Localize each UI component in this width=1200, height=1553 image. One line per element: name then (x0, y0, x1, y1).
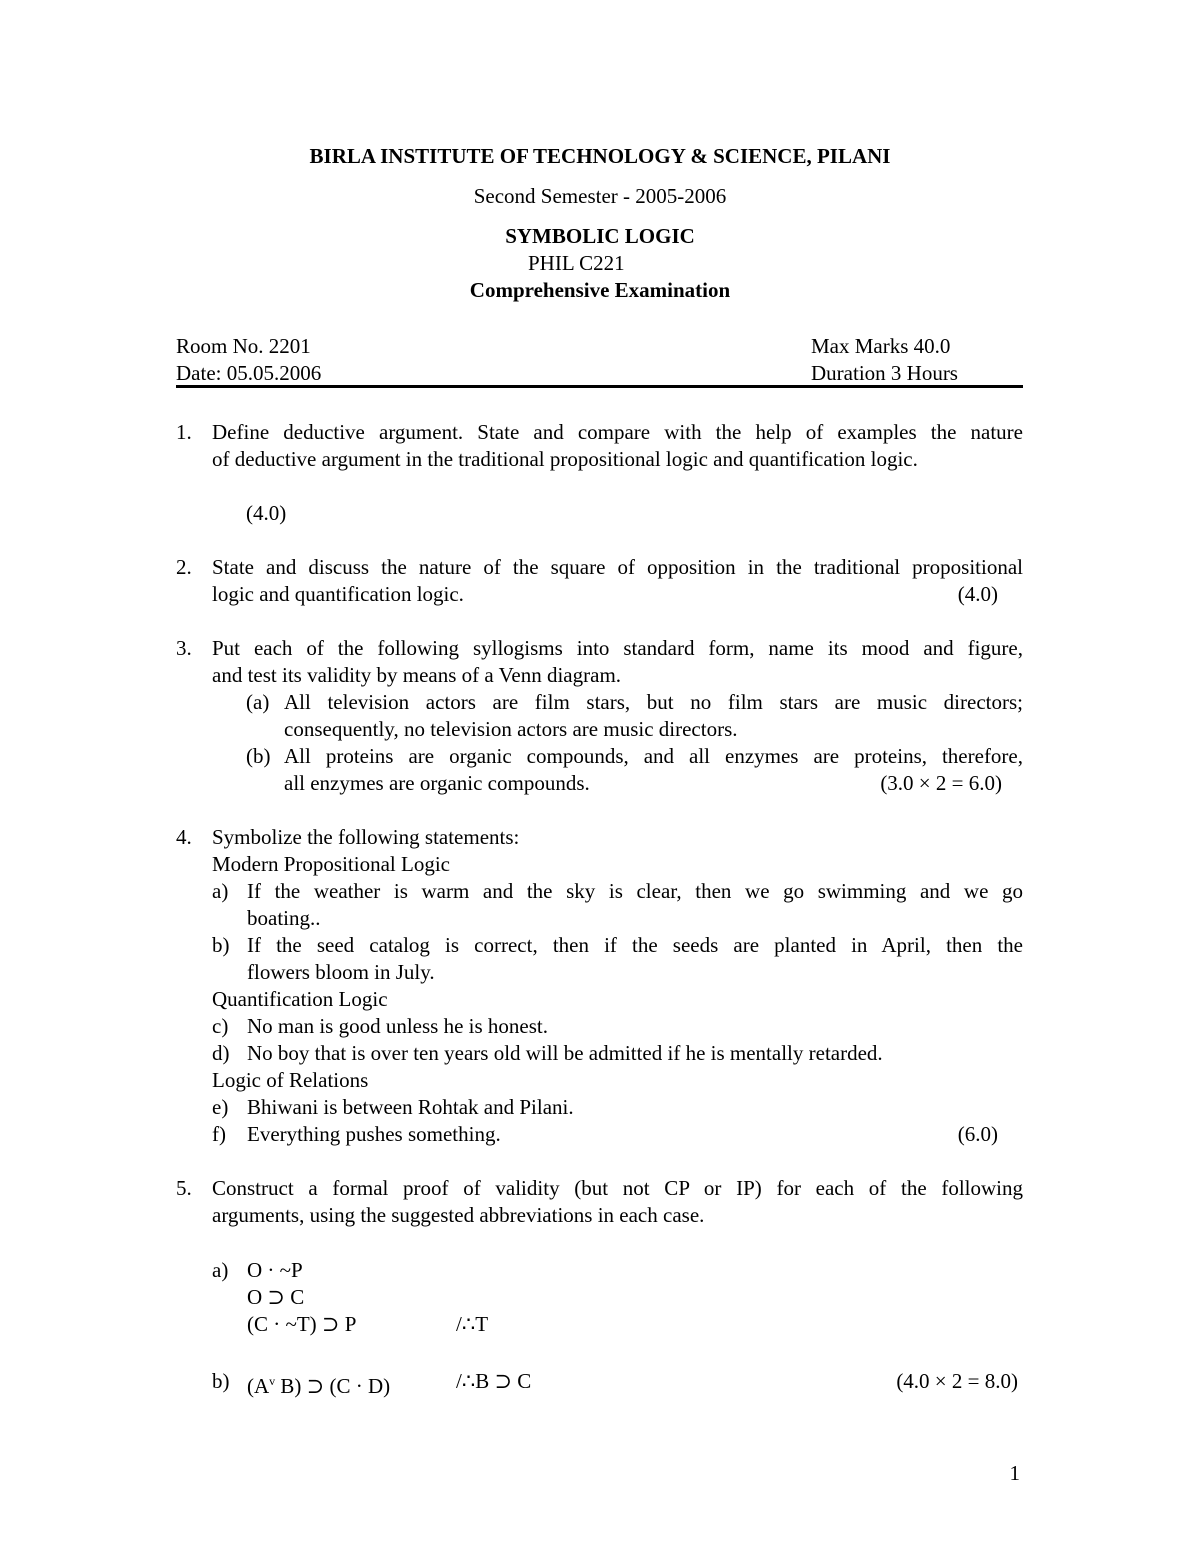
q4e-text: Bhiwani is between Rohtak and Pilani. (247, 1095, 574, 1119)
q3-line: Put each of the following syllogisms into standard form, name its mood and figure, (212, 636, 1023, 660)
q5b-premise-part: B) ⊃ (C · D) (275, 1374, 391, 1398)
course-title: SYMBOLIC LOGIC (505, 224, 695, 248)
q4b-line: flowers bloom in July. (247, 960, 435, 984)
q4b-text (247, 932, 1023, 986)
q3-marks: (3.0 × 2 = 6.0) (880, 771, 1002, 795)
duration: Duration 3 Hours (811, 361, 958, 385)
q5-text (212, 1175, 1023, 1229)
q4a-line: boating.. (247, 906, 321, 930)
q1-line: Define deductive argument. State and compare with the help of examples the nature (212, 420, 1023, 444)
q5b-premise-part: (A (247, 1374, 270, 1398)
header-rule (176, 385, 1023, 388)
q4e-label: e) (212, 1095, 229, 1119)
q5a-label: a) (212, 1258, 229, 1282)
exam-type: Comprehensive Examination (469, 278, 731, 302)
q1-number: 1. (176, 420, 192, 444)
q2-number: 2. (176, 555, 192, 579)
q4b-label: b) (212, 933, 230, 957)
q4-section-relations: Logic of Relations (212, 1068, 369, 1092)
q1-marks: (4.0) (246, 501, 287, 525)
q4a-line: If the weather is warm and the sky is clear, then we go swimming and we go (247, 879, 1023, 903)
q3-number: 3. (176, 636, 192, 660)
q4a-text (247, 878, 1023, 932)
q3-text (212, 635, 1023, 689)
page-number: 1 (1009, 1461, 1020, 1485)
q4a-label: a) (212, 879, 229, 903)
q5b-disjunction-symbol: v (269, 1374, 276, 1388)
q4c-label: c) (212, 1014, 229, 1038)
q4-intro: Symbolize the following statements: (212, 825, 520, 849)
q5-number: 5. (176, 1176, 192, 1200)
q2-marks: (4.0) (957, 582, 998, 606)
q4-section-propositional: Modern Propositional Logic (212, 852, 450, 876)
q5a-premise-3: (C · ~T) ⊃ P (247, 1312, 357, 1336)
q4c-text: No man is good unless he is honest. (247, 1014, 548, 1038)
q4-marks: (6.0) (957, 1122, 998, 1146)
room-number: Room No. 2201 (176, 334, 311, 358)
q5a-conclusion: /∴T (456, 1312, 489, 1336)
q4-section-quantification: Quantification Logic (212, 987, 388, 1011)
q2-line: logic and quantification logic. (212, 582, 464, 606)
q3a-text (284, 689, 1023, 743)
semester: Second Semester - 2005-2006 (473, 184, 727, 208)
q3a-line: All television actors are film stars, but no film stars are music directors; (284, 690, 1023, 714)
q3a-line: consequently, no television actors are music directors. (284, 717, 738, 741)
max-marks: Max Marks 40.0 (811, 334, 951, 358)
q2-text (212, 554, 1023, 608)
q5-marks: (4.0 × 2 = 8.0) (896, 1369, 1018, 1393)
q1-line: of deductive argument in the traditional propositional logic and quantification logic. (212, 447, 918, 471)
q5b-premise (247, 1368, 390, 1400)
q1-text (212, 419, 1023, 473)
q3b-line: All proteins are organic compounds, and all enzymes are proteins, therefore, (284, 744, 1023, 768)
q3a-label: (a) (246, 690, 270, 714)
course-code: PHIL C221 (528, 251, 625, 275)
q5-line: Construct a formal proof of validity (but not CP or IP) for each of the following (212, 1176, 1023, 1200)
q4d-label: d) (212, 1041, 230, 1065)
q5a-premise-1: O · ~P (247, 1258, 303, 1282)
q4b-line: If the seed catalog is correct, then if the seeds are planted in April, then the (247, 933, 1023, 957)
institute-name: BIRLA INSTITUTE OF TECHNOLOGY & SCIENCE, PILANI (309, 144, 891, 168)
q5b-conclusion: /∴B ⊃ C (456, 1369, 532, 1393)
q5b-label: b) (212, 1369, 230, 1393)
q4f-label: f) (212, 1122, 226, 1146)
q3-line: and test its validity by means of a Venn diagram. (212, 663, 622, 687)
q2-line: State and discuss the nature of the square of opposition in the traditional propositional (212, 555, 1023, 579)
exam-date: Date: 05.05.2006 (176, 361, 322, 385)
q4d-text: No boy that is over ten years old will be admitted if he is mentally retarded. (247, 1041, 883, 1065)
q4f-text: Everything pushes something. (247, 1122, 501, 1146)
q4-number: 4. (176, 825, 192, 849)
q5-line: arguments, using the suggested abbreviations in each case. (212, 1203, 705, 1227)
q5a-premise-2: O ⊃ C (247, 1285, 305, 1309)
q3b-line: all enzymes are organic compounds. (284, 771, 590, 795)
q3b-label: (b) (246, 744, 271, 768)
